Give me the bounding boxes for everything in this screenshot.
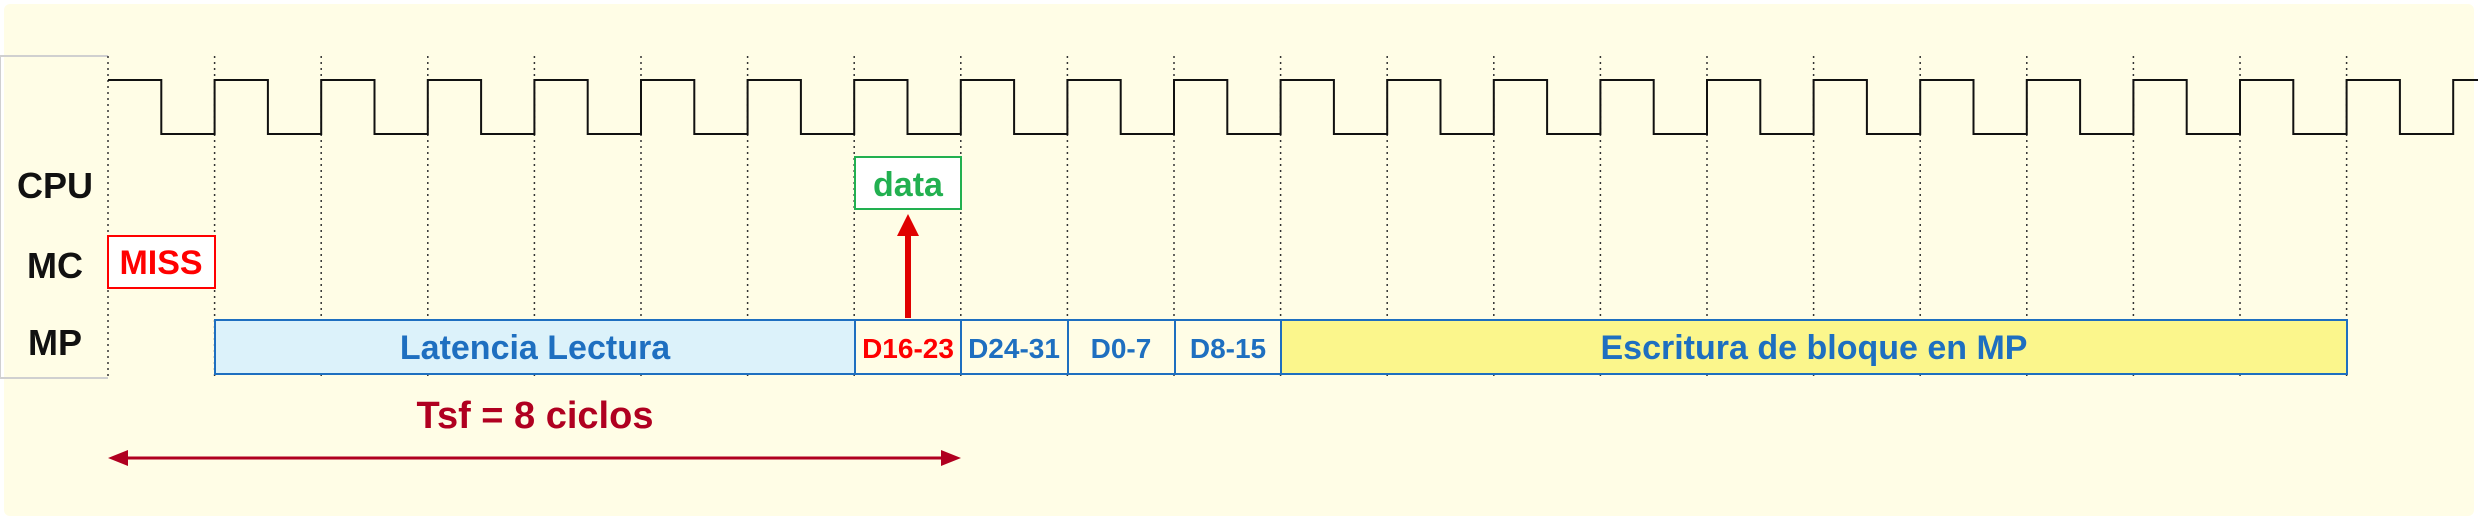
- miss-label: MISS: [119, 244, 203, 282]
- latency-label: Latencia Lectura: [399, 329, 671, 367]
- write-back-label: Escritura de bloque en MP: [1600, 329, 2028, 367]
- word-label-3: D0-7: [1090, 333, 1152, 364]
- tsf-label: Tsf = 8 ciclos: [416, 395, 654, 437]
- word-label-1: D16-23: [862, 333, 954, 364]
- row-label-cpu: CPU: [16, 165, 94, 206]
- word-label-4: D8-15: [1189, 333, 1267, 364]
- row-label-mp: MP: [28, 322, 82, 363]
- row-label-mc: MC: [27, 245, 83, 286]
- data-label: data: [873, 166, 943, 204]
- word-label-2: D24-31: [968, 333, 1060, 364]
